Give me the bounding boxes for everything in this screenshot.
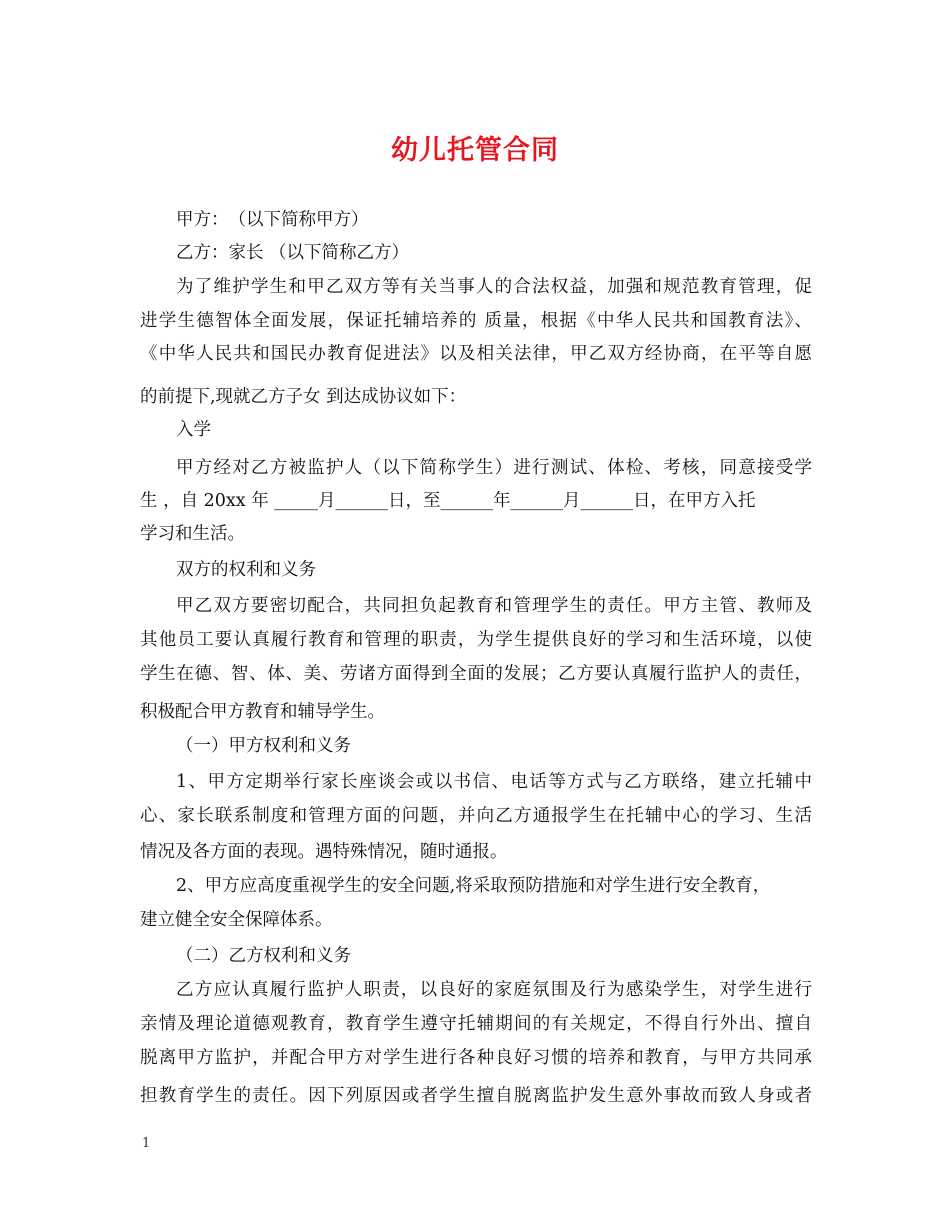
- paragraph-line: 2、甲方应高度重视学生的安全问题,将采取预防措施和对学生进行安全教育，: [176, 876, 771, 896]
- page-number: 1: [142, 1136, 151, 1151]
- subsection-heading-party-b: （二）乙方权利和义务: [176, 946, 351, 966]
- party-a-line: 甲方： （以下简称甲方）: [176, 210, 369, 230]
- paragraph-line: 《中华人民共和国民办教育促进法》以及相关法律，甲乙双方经协商，在平等自愿: [140, 344, 812, 364]
- paragraph-line: 情况及各方面的表现。遇特殊情况，随时通报。: [140, 842, 508, 862]
- document-title: 幼儿托管合同: [391, 135, 559, 166]
- paragraph-line: 为了维护学生和甲乙双方等有关当事人的合法权益，加强和规范教育管理，促: [176, 277, 812, 297]
- paragraph-line: 乙方应认真履行监护人职责，以良好的家庭氛围及行为感染学生，对学生进行: [176, 980, 812, 1000]
- paragraph-line: 脱离甲方监护，并配合甲方对学生进行各种良好习惯的培养和教育，与甲方共同承: [140, 1048, 812, 1068]
- paragraph-line: 甲方经对乙方被监护人（以下简称学生）进行测试、体检、考核，同意接受学: [176, 458, 812, 478]
- paragraph-line: 学习和生活。: [140, 524, 245, 544]
- paragraph-line: 心、家长联系制度和管理方面的问题，并向乙方通报学生在托辅中心的学习、生活: [140, 806, 812, 826]
- paragraph-line: 甲乙双方要密切配合，共同担负起教育和管理学生的责任。甲方主管、教师及: [176, 596, 812, 616]
- paragraph-line: 学生在德、智、体、美、劳诸方面得到全面的发展；乙方要认真履行监护人的责任，: [140, 664, 812, 684]
- section-heading-enrollment: 入学: [176, 420, 211, 440]
- paragraph-line: 亲情及理论道德观教育，教育学生遵守托辅期间的有关规定，不得自行外出、擅自: [140, 1014, 812, 1034]
- section-heading-rights: 双方的权利和义务: [176, 560, 316, 580]
- party-b-line: 乙方：家长 （以下简称乙方）: [176, 243, 410, 263]
- paragraph-line: 1、甲方定期举行家长座谈会或以书信、电话等方式与乙方联络，建立托辅中: [176, 772, 812, 792]
- subsection-heading-party-a: （一）甲方权利和义务: [176, 736, 351, 756]
- paragraph-line: 进学生德智体全面发展，保证托辅培养的 质量，根据《中华人民共和国教育法》、: [140, 311, 812, 331]
- paragraph-line: 积极配合甲方教育和辅导学生。: [140, 702, 385, 722]
- paragraph-line: 建立健全安全保障体系。: [140, 910, 333, 930]
- paragraph-line: 其他员工要认真履行教育和管理的职责，为学生提供良好的学习和生活环境，以使: [140, 630, 812, 650]
- paragraph-line: 生 ，自 20xx 年 _____月______日，至______年______月______日，在甲方入托: [140, 491, 756, 511]
- paragraph-line: 的前提下,现就乙方子女 到达成协议如下：: [140, 387, 467, 407]
- paragraph-line: 担教育学生的责任。因下列原因或者学生擅自脱离监护发生意外事故而致人身或者: [140, 1086, 812, 1106]
